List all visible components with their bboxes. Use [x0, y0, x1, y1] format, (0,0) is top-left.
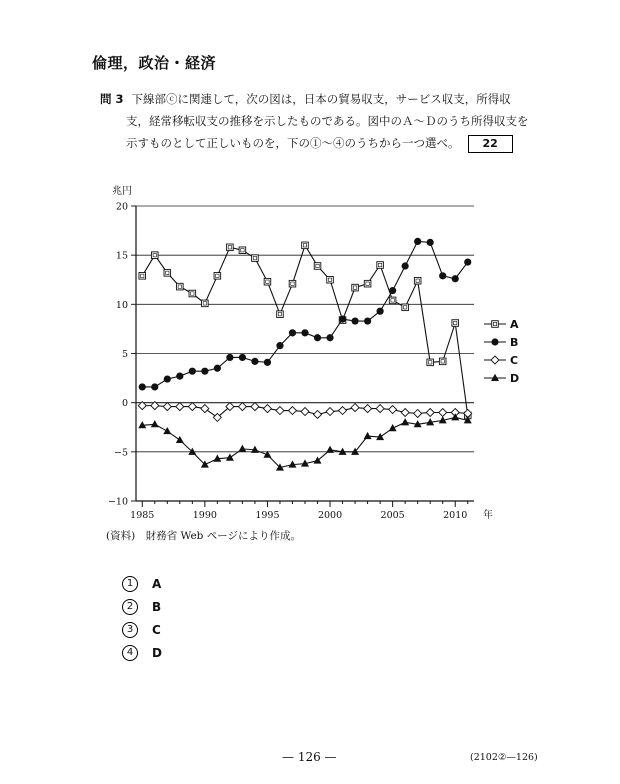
series-b-point: [139, 383, 146, 390]
series-c-point: [439, 409, 447, 417]
series-b-point: [251, 358, 258, 365]
x-tick-label: 1985: [130, 510, 155, 521]
answer-box: 22: [468, 135, 513, 153]
series-b-point: [264, 359, 271, 366]
legend-a-marker: [492, 321, 499, 328]
series-a-point: [189, 290, 196, 297]
legend-c-marker: [491, 356, 499, 364]
series-b-point: [439, 272, 446, 279]
x-tick-label: 1995: [255, 510, 280, 521]
source-note: (資料) 財務省 Web ページにより作成。: [106, 530, 302, 542]
series-d-point: [364, 432, 372, 439]
series-c-point: [251, 403, 259, 411]
series-b-line: [142, 241, 467, 387]
option-2[interactable]: [122, 595, 162, 618]
series-a-point: [252, 255, 259, 262]
series-a-point: [352, 284, 359, 291]
series-c-point: [188, 403, 196, 411]
question-label: 問 3: [100, 92, 124, 106]
x-tick-label: 1990: [192, 510, 217, 521]
series-c-point: [163, 403, 171, 411]
series-c-point: [314, 410, 322, 418]
legend-b-label: B: [510, 336, 519, 349]
option-1-label: A: [152, 576, 162, 591]
option-4-number: 4: [122, 645, 138, 661]
option-2-number: 2: [122, 599, 138, 615]
series-c-point: [201, 405, 209, 413]
series-b-point: [314, 334, 321, 341]
series-b-point: [301, 329, 308, 336]
legend-a-label: A: [510, 318, 519, 331]
series-a-point: [164, 270, 171, 277]
y-tick-label: 15: [115, 250, 128, 262]
series-c-point: [414, 409, 422, 417]
answer-options: [122, 572, 162, 664]
series-a-point: [327, 276, 334, 283]
option-3-label: C: [152, 622, 161, 637]
series-c-point: [426, 409, 434, 417]
series-c-point: [238, 403, 246, 411]
x-tick-label: 2000: [317, 510, 343, 521]
series-b-point: [427, 239, 434, 246]
series-a-point: [139, 273, 146, 280]
series-b-point: [351, 317, 358, 324]
series-b-point: [201, 368, 208, 375]
question-line-2: 支，経常移転収支の推移を示したものである。図中のＡ～Ｄのうち所得収支を: [126, 114, 529, 128]
series-c-point: [401, 409, 409, 417]
series-b-point: [364, 317, 371, 324]
series-c-point: [364, 405, 372, 413]
series-d-point: [401, 418, 409, 425]
question-line-3-text: 示すものとして正しいものを，下の①～④のうちから一つ選べ。: [126, 136, 460, 150]
series-b-point: [464, 258, 471, 265]
question-line-3: [100, 132, 530, 154]
series-d-point: [226, 454, 234, 461]
series-c-point: [288, 407, 296, 415]
series-a-point: [364, 280, 371, 287]
legend-d-label: D: [510, 372, 520, 385]
series-b-point: [214, 365, 221, 372]
series-a-point: [302, 242, 309, 249]
y-axis-label: 兆円: [112, 186, 132, 197]
y-tick-label: −10: [107, 496, 128, 508]
question-line-1-text: 下線部ⓒに関連して，次の図は，日本の貿易収支，サービス収支，所得収: [131, 92, 511, 106]
page-code: (2102②—126): [470, 752, 538, 763]
series-a-point: [377, 262, 384, 269]
x-tick-label: 2005: [380, 510, 405, 521]
chart: [96, 176, 520, 530]
y-tick-label: −5: [113, 447, 128, 459]
series-b-point: [389, 287, 396, 294]
series-b-point: [339, 315, 346, 322]
series-d-point: [238, 445, 246, 452]
series-b-point: [189, 368, 196, 375]
legend-c-label: C: [510, 354, 519, 367]
series-b-point: [452, 275, 459, 282]
series-b-point: [176, 373, 183, 380]
option-4[interactable]: [122, 641, 162, 664]
series-b-point: [151, 383, 158, 390]
series-a-point: [389, 297, 396, 304]
option-3[interactable]: [122, 618, 162, 641]
question-line-1: [100, 88, 530, 110]
series-a-point: [427, 359, 434, 366]
series-a-point: [214, 273, 221, 280]
series-c-point: [376, 405, 384, 413]
option-2-label: B: [152, 599, 162, 614]
x-tick-label: 2010: [443, 510, 468, 521]
series-a-point: [277, 311, 284, 318]
option-4-label: D: [152, 645, 162, 660]
series-a-point: [239, 247, 246, 254]
series-c-point: [276, 407, 284, 415]
series-b-point: [377, 308, 384, 315]
series-c-point: [326, 408, 334, 416]
y-tick-label: 20: [115, 201, 128, 213]
series-c-point: [301, 408, 309, 416]
series-a-point: [452, 320, 459, 327]
x-axis-label: 年: [483, 510, 493, 521]
section-title: 倫理，政治・経済: [92, 54, 217, 72]
y-tick-label: 0: [121, 398, 128, 410]
option-1[interactable]: [122, 572, 162, 595]
series-a-point: [402, 304, 409, 311]
series-a-point: [289, 280, 296, 287]
legend-b-marker: [491, 338, 498, 345]
series-a-point: [177, 283, 184, 290]
series-d-point: [326, 446, 334, 453]
series-d-point: [163, 427, 171, 434]
y-tick-label: 5: [121, 349, 128, 360]
series-a-point: [414, 277, 421, 284]
series-c-point: [263, 405, 271, 413]
series-b-point: [326, 334, 333, 341]
balance-chart-svg: [96, 176, 520, 526]
legend-d-marker: [491, 374, 499, 381]
page-number: — 126 —: [282, 750, 337, 764]
option-3-number: 3: [122, 622, 138, 638]
series-b-point: [276, 342, 283, 349]
series-b-point: [239, 354, 246, 361]
series-c-point: [339, 407, 347, 415]
series-a-point: [227, 244, 234, 251]
series-b-point: [289, 329, 296, 336]
series-c-point: [389, 406, 397, 414]
series-a-point: [264, 278, 271, 285]
series-d-point: [389, 424, 397, 431]
series-b-point: [226, 354, 233, 361]
series-b-point: [414, 238, 421, 245]
y-tick-label: 10: [115, 299, 128, 311]
series-b-point: [164, 375, 171, 382]
series-a-point: [151, 252, 158, 259]
question-text: [100, 88, 530, 154]
series-d-point: [151, 420, 159, 427]
series-a-point: [314, 263, 321, 270]
series-c-point: [176, 403, 184, 411]
series-a-point: [202, 300, 209, 307]
series-c-point: [351, 404, 359, 412]
series-d-point: [176, 436, 184, 443]
series-b-point: [402, 262, 409, 269]
series-a-point: [439, 358, 446, 365]
option-1-number: 1: [122, 576, 138, 592]
